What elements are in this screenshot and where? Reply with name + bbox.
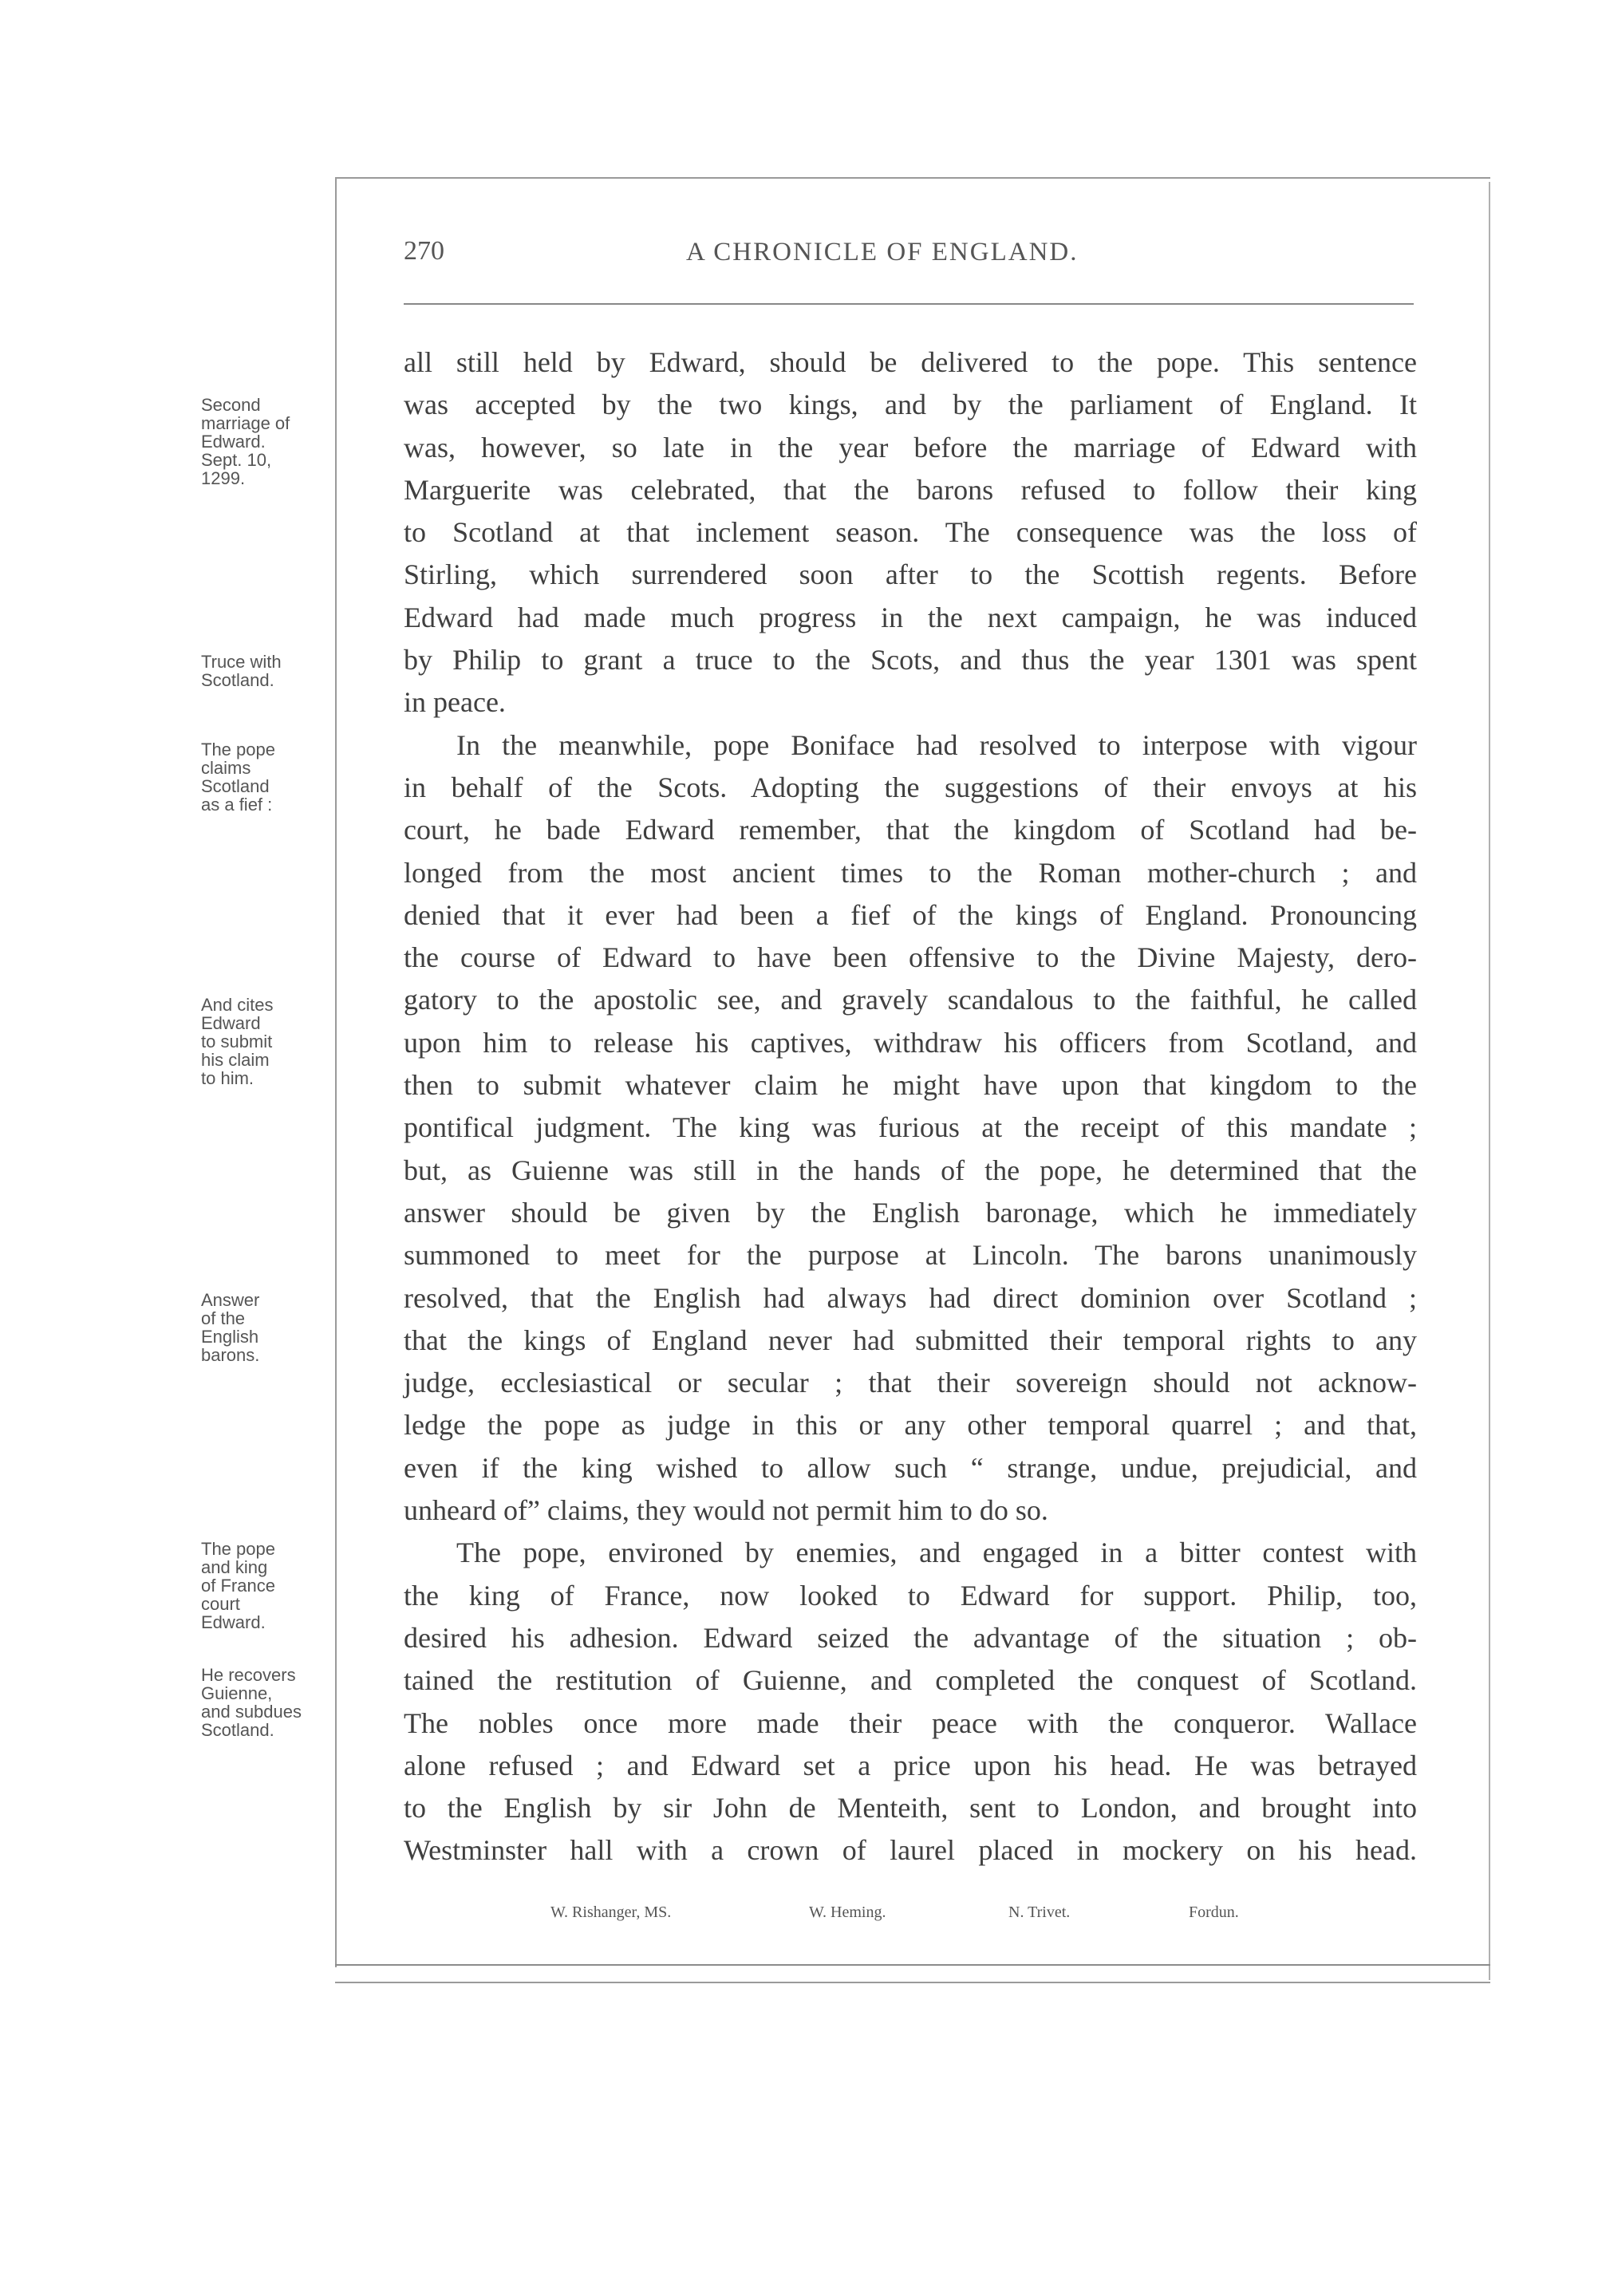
text-line: Edward had made much progress in the next campaign, he was induced bbox=[404, 601, 1417, 633]
text-line: the king of France, now looked to Edward for support. Philip, too, bbox=[404, 1579, 1417, 1612]
margin-note-line: English bbox=[201, 1327, 259, 1347]
page-number: 270 bbox=[404, 236, 444, 266]
header-rule bbox=[404, 303, 1414, 305]
running-title: A CHRONICLE OF ENGLAND. bbox=[686, 238, 1079, 266]
margin-note-line: Edward. bbox=[201, 1612, 266, 1632]
margin-note-line: Scotland. bbox=[201, 670, 274, 690]
page-frame-bottom bbox=[335, 1964, 1490, 1966]
margin-note-line: and king bbox=[201, 1557, 268, 1577]
page-frame-right bbox=[1489, 182, 1490, 1980]
paragraph-2 bbox=[404, 724, 1417, 1533]
text-line: by Philip to grant a truce to the Scots, and thus the year 1301 was spent bbox=[404, 644, 1417, 677]
source-citations bbox=[550, 1903, 1269, 1929]
margin-note-line: Scotland bbox=[201, 776, 270, 796]
source-heming: W. Heming. bbox=[809, 1903, 886, 1921]
page-frame-top bbox=[335, 177, 1490, 179]
margin-note-line: to him. bbox=[201, 1068, 254, 1088]
margin-note-truce bbox=[201, 653, 321, 689]
margin-note-line: He recovers bbox=[201, 1665, 296, 1685]
margin-note-line: Truce with bbox=[201, 652, 282, 672]
margin-note-line: Guienne, bbox=[201, 1683, 273, 1703]
margin-note-line: The pope bbox=[201, 1539, 275, 1559]
text-line: The pope, environed by enemies, and engaged in a bitter contest with bbox=[456, 1537, 1417, 1569]
margin-note-line: to submit bbox=[201, 1032, 273, 1051]
text-line: that the kings of England never had submitted their temporal rights to any bbox=[404, 1324, 1417, 1356]
page-frame-bottom-outer bbox=[335, 1982, 1490, 1983]
margin-note-line: and subdues bbox=[201, 1702, 302, 1722]
margin-note-second-marriage bbox=[201, 396, 321, 487]
margin-note-line: And cites bbox=[201, 995, 274, 1015]
text-line: longed from the most ancient times to the Roman mother-church ; and bbox=[404, 856, 1417, 889]
text-line: then to submit whatever claim he might have upon that kingdom to the bbox=[404, 1069, 1417, 1102]
margin-note-recovers-guienne bbox=[201, 1666, 321, 1739]
text-line: to Scotland at that inclement season. The consequence was the loss of bbox=[404, 516, 1417, 549]
text-line: unheard of” claims, they would not permit him to do so. bbox=[404, 1494, 1048, 1527]
margin-note-pope-claims bbox=[201, 740, 321, 814]
text-line: was accepted by the two kings, and by the parliament of England. It bbox=[404, 389, 1417, 421]
text-line: upon him to release his captives, withdraw his officers from Scotland, and bbox=[404, 1026, 1417, 1059]
text-line: Marguerite was celebrated, that the barons refused to follow their king bbox=[404, 473, 1417, 506]
text-line: court, he bade Edward remember, that the kingdom of Scotland had be- bbox=[404, 814, 1417, 846]
text-line: In the meanwhile, pope Boniface had resolved to interpose with vigour bbox=[456, 728, 1417, 761]
text-line: but, as Guienne was still in the hands of the pope, he determined that the bbox=[404, 1154, 1417, 1186]
margin-note-line: Edward. bbox=[201, 432, 266, 452]
margin-note-line: court bbox=[201, 1594, 240, 1614]
paragraph-1 bbox=[404, 341, 1417, 724]
text-line: in behalf of the Scots. Adopting the suggestions of their envoys at his bbox=[404, 771, 1417, 803]
text-line: even if the king wished to allow such “ strange, undue, prejudicial, and bbox=[404, 1451, 1417, 1484]
text-line: Stirling, which surrendered soon after to the Scottish regents. Before bbox=[404, 558, 1417, 591]
text-line: ledge the pope as judge in this or any other temporal quarrel ; and that, bbox=[404, 1409, 1417, 1442]
text-line: answer should be given by the English baronage, which he immediately bbox=[404, 1196, 1417, 1229]
margin-note-line: of France bbox=[201, 1576, 275, 1596]
margin-note-line: as a fief : bbox=[201, 795, 273, 815]
source-fordun: Fordun. bbox=[1189, 1903, 1239, 1921]
margin-note-line: Scotland. bbox=[201, 1720, 274, 1740]
page-frame-left bbox=[335, 177, 337, 1967]
source-rishanger: W. Rishanger, MS. bbox=[550, 1903, 672, 1921]
margin-note-line: Edward bbox=[201, 1013, 261, 1033]
margin-note-line: The pope bbox=[201, 740, 275, 759]
text-line: desired his adhesion. Edward seized the advantage of the situation ; ob- bbox=[404, 1621, 1417, 1654]
text-line: tained the restitution of Guienne, and completed the conquest of Scotland. bbox=[404, 1664, 1417, 1697]
text-line: The nobles once more made their peace with the conqueror. Wallace bbox=[404, 1706, 1417, 1739]
text-line: alone refused ; and Edward set a price upon his head. He was betrayed bbox=[404, 1749, 1417, 1781]
text-line: was, however, so late in the year before the marriage of Edward with bbox=[404, 431, 1417, 464]
paragraph-3 bbox=[404, 1532, 1417, 1872]
running-head bbox=[404, 236, 1414, 271]
source-trivet: N. Trivet. bbox=[1008, 1903, 1071, 1921]
margin-note-line: marriage of bbox=[201, 413, 290, 433]
text-line: the course of Edward to have been offensive to the Divine Majesty, dero- bbox=[404, 941, 1417, 974]
body-text bbox=[404, 341, 1417, 1872]
margin-note-answer-barons bbox=[201, 1291, 321, 1364]
text-line: Westminster hall with a crown of laurel placed in mockery on his head. bbox=[404, 1834, 1417, 1867]
margin-note-line: claims bbox=[201, 758, 251, 778]
margin-note-line: 1299. bbox=[201, 468, 246, 488]
margin-note-line: Answer bbox=[201, 1290, 260, 1310]
text-line: resolved, that the English had always had direct dominion over Scotland ; bbox=[404, 1281, 1417, 1314]
text-line: all still held by Edward, should be delivered to the pope. This sentence bbox=[404, 346, 1417, 378]
margin-note-line: Second bbox=[201, 395, 261, 415]
margin-note-cites-edward bbox=[201, 996, 321, 1087]
margin-note-line: his claim bbox=[201, 1050, 270, 1070]
margin-note-line: Sept. 10, bbox=[201, 450, 272, 470]
text-line: pontifical judgment. The king was furious at the receipt of this mandate ; bbox=[404, 1111, 1417, 1144]
text-line: judge, ecclesiastical or secular ; that their sovereign should not acknow- bbox=[404, 1367, 1417, 1399]
text-line: in peace. bbox=[404, 686, 506, 719]
text-line: gatory to the apostolic see, and gravely scandalous to the faithful, he called bbox=[404, 984, 1417, 1016]
text-line: denied that it ever had been a fief of the kings of England. Pronouncing bbox=[404, 898, 1417, 931]
margin-note-pope-and-king bbox=[201, 1540, 321, 1631]
margin-note-line: barons. bbox=[201, 1345, 260, 1365]
text-line: summoned to meet for the purpose at Lincoln. The barons unanimously bbox=[404, 1239, 1417, 1272]
margin-note-line: of the bbox=[201, 1308, 246, 1328]
text-line: to the English by sir John de Menteith, sent to London, and brought into bbox=[404, 1792, 1417, 1825]
